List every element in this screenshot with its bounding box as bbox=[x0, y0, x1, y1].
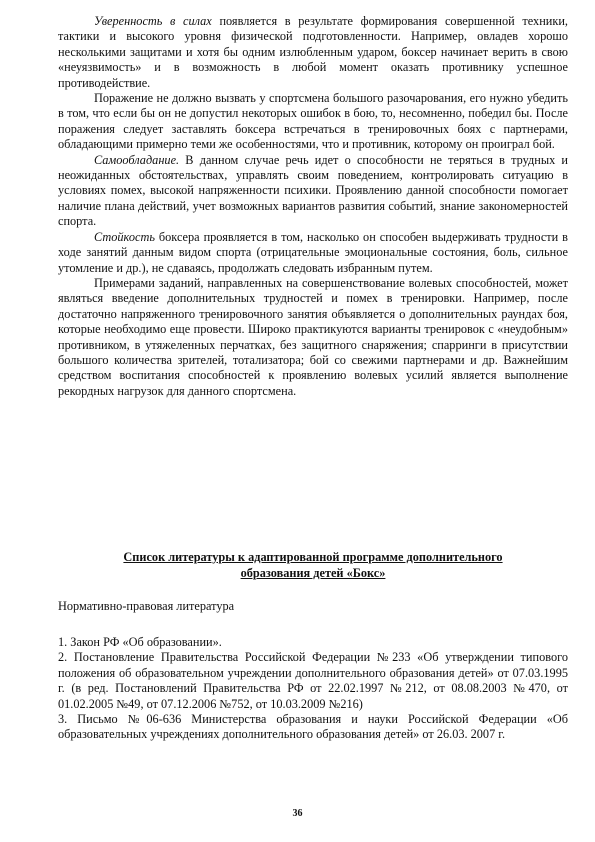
paragraph-text: появляется в результате формирования совершенной техники, тактики и высокого уровня физической подготовленности. Например, овладев хорошо несколькими защитами и хотя бы одним излюбленным ударом, боксер начинает верить в свою «неуязвимость» и в возможность в любой момент оказать противнику успешное противодействие. bbox=[58, 14, 568, 90]
reference-item: 2. Постановление Правительства Российской Федерации №233 «Об утверждении типового положения об образовательном учреждении дополнительного образования детей» от 07.03.1995 г. (в ред. Постановлений Правительства РФ от 22.02.1997 №212, от 08.08.2003 №470, от 01.02.2005 №49, от 07.12.2006 №752, от 10.03.2009 №216) bbox=[58, 650, 568, 711]
paragraph-resilience bbox=[58, 230, 568, 276]
paragraph-examples bbox=[58, 276, 568, 399]
term-self-control: Самообладание. bbox=[94, 152, 180, 167]
paragraph-self-control bbox=[58, 153, 568, 230]
bibliography-title-line-1: Список литературы к адаптированной программе дополнительного bbox=[123, 550, 503, 564]
bibliography-title bbox=[58, 549, 568, 581]
paragraph-text: В данном случае речь идет о способности не теряться в трудных и неожиданных обстоятельствах, управлять своим поведением, контролировать ситуацию в условиях помех, высокой напряженности психики. Проявлению данной способности помогает наличие плана действий, учет возможных вариантов развития событий, знание закономерностей спорта. bbox=[58, 152, 568, 229]
reference-item: 1. Закон РФ «Об образовании». bbox=[58, 635, 222, 649]
page-number: 36 bbox=[292, 808, 303, 819]
paragraph-text: Поражение не должно вызвать у спортсмена большого разочарования, его нужно убедить в том, что если бы он не допустил некоторых ошибок в бою, то, несомненно, победил бы. После поражения следует заставлять боксера встречаться в тренировочных боях с партнерами, обладающими примерно теми же особенностями, что и противник, которому он проиграл бой. bbox=[58, 91, 568, 152]
reference-item: 3. Письмо №06-636 Министерства образования и науки Российской Федерации «Об образовательных учреждениях дополнительного образования детей» от 26.03. 2007 г. bbox=[58, 712, 568, 742]
section-subheading: Нормативно-правовая литература bbox=[58, 599, 235, 613]
paragraph-text: боксера проявляется в том, насколько он способен выдерживать трудности в ходе занятий данным видом спорта (отрицательные эмоциональные состояния, боль, сильное утомление и др.), не сдаваясь, продолжать следовать избранным путем. bbox=[58, 229, 568, 275]
reference-list bbox=[58, 635, 568, 743]
paragraph-text: Примерами заданий, направленных на совершенствование волевых способностей, может являться введение дополнительных трудностей и помех в тренировки. Например, после достаточно напряженного тренировочного занятия объявляется о дополнительных раундах боя, которые необходимо еще провести. Широко практикуются варианты тренировок с «неудобным» противником, в утяжеленных перчатках, без защитного снаряжения; спарринги в присутствии большого количества зрителей, тотализатора; бой со свежими партнерами и др. Важнейшим средством воспитания способностей к проявлению волевых усилий является выполнение рекордных нагрузок для данного спортсмена. bbox=[58, 275, 568, 398]
term-resilience: Стойкость bbox=[94, 229, 155, 244]
bibliography-title-line-2: образования детей «Бокс» bbox=[240, 566, 386, 580]
term-confidence: Уверенность в силах bbox=[94, 14, 212, 28]
body-text bbox=[58, 14, 568, 399]
paragraph-confidence bbox=[58, 14, 568, 91]
paragraph-defeat bbox=[58, 91, 568, 153]
